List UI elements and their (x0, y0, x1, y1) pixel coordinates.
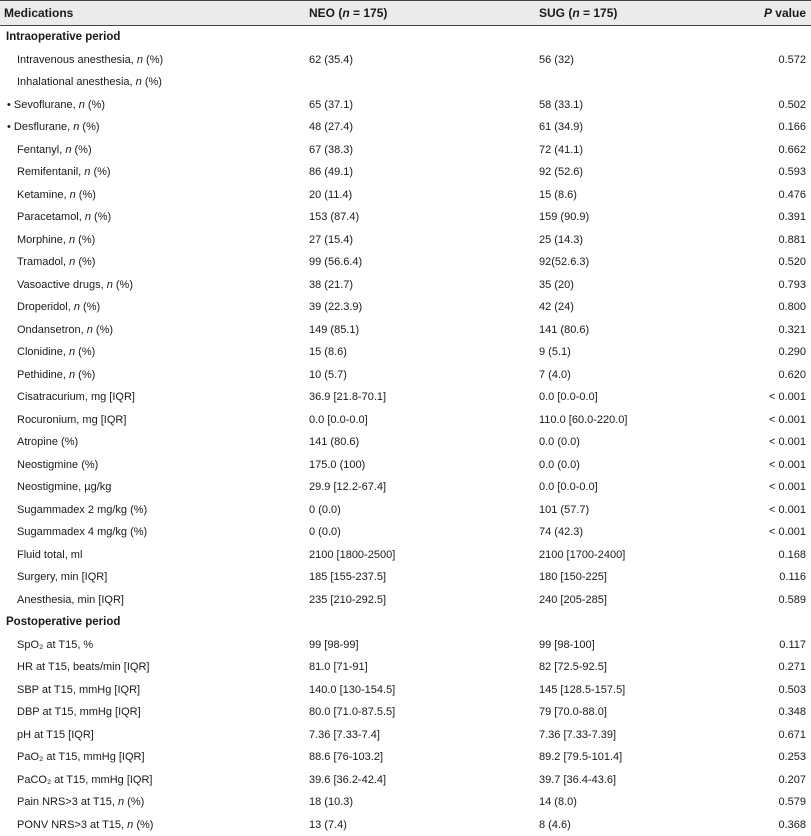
p-value: 0.348 (778, 706, 806, 718)
neo-value: 140.0 [130-154.5] (309, 684, 395, 696)
sug-value: 110.0 [60.0-220.0] (539, 414, 627, 426)
medication-label: Anesthesia, min [IQR] (17, 594, 124, 606)
medication-label: • Sevoflurane, n (%) (7, 99, 105, 111)
sug-value: 39.7 [36.4-43.6] (539, 774, 616, 786)
table-row (0, 139, 811, 162)
table-header (0, 0, 811, 26)
p-value: 0.502 (778, 99, 806, 111)
table-row (0, 791, 811, 814)
medication-label: Morphine, n (%) (17, 234, 95, 246)
table-row (0, 364, 811, 387)
header-p-value: P value (764, 6, 806, 20)
sug-value: 8 (4.6) (539, 819, 571, 831)
sug-value: 159 (90.9) (539, 211, 589, 223)
sug-value: 58 (33.1) (539, 99, 583, 111)
medication-label: PaCO₂ at T15, mmHg [IQR] (17, 774, 153, 786)
neo-value: 39 (22.3.9) (309, 301, 362, 313)
p-value: 0.579 (778, 796, 806, 808)
neo-value: 62 (35.4) (309, 54, 353, 66)
neo-value: 10 (5.7) (309, 369, 347, 381)
neo-value: 99 (56.6.4) (309, 256, 362, 268)
medication-label: Rocuronium, mg [IQR] (17, 414, 126, 426)
neo-value: 48 (27.4) (309, 121, 353, 133)
neo-value: 18 (10.3) (309, 796, 353, 808)
table-row (0, 746, 811, 769)
table-row (0, 634, 811, 657)
table-row (0, 94, 811, 117)
neo-value: 65 (37.1) (309, 99, 353, 111)
sug-value: 101 (57.7) (539, 504, 589, 516)
medication-label: Surgery, min [IQR] (17, 571, 107, 583)
p-value: < 0.001 (769, 414, 806, 426)
p-value: < 0.001 (769, 481, 806, 493)
p-value: < 0.001 (769, 459, 806, 471)
sug-value: 240 [205-285] (539, 594, 607, 606)
neo-value: 2100 [1800-2500] (309, 549, 395, 561)
p-value: < 0.001 (769, 436, 806, 448)
medication-label: Fentanyl, n (%) (17, 144, 92, 156)
neo-value: 27 (15.4) (309, 234, 353, 246)
sug-value: 2100 [1700-2400] (539, 549, 625, 561)
neo-value: 67 (38.3) (309, 144, 353, 156)
medication-label: Neostigmine (%) (17, 459, 98, 471)
neo-value: 7.36 [7.33-7.4] (309, 729, 380, 741)
section-header (0, 26, 811, 49)
neo-value: 38 (21.7) (309, 279, 353, 291)
neo-value: 185 [155-237.5] (309, 571, 386, 583)
medication-label: Pain NRS>3 at T15, n (%) (17, 796, 144, 808)
table-row (0, 386, 811, 409)
p-value: 0.117 (779, 639, 806, 651)
neo-value: 0.0 [0.0-0.0] (309, 414, 368, 426)
table-row (0, 589, 811, 612)
sug-value: 42 (24) (539, 301, 574, 313)
table-row (0, 476, 811, 499)
sug-value: 72 (41.1) (539, 144, 583, 156)
table-row (0, 206, 811, 229)
sug-value: 99 [98-100] (539, 639, 595, 651)
table-row (0, 319, 811, 342)
medication-label: Intravenous anesthesia, n (%) (17, 54, 163, 66)
medication-label: DBP at T15, mmHg [IQR] (17, 706, 141, 718)
p-value: 0.662 (778, 144, 806, 156)
medication-label: Ondansetron, n (%) (17, 324, 113, 336)
sug-value: 15 (8.6) (539, 189, 577, 201)
sug-value: 56 (32) (539, 54, 574, 66)
table-row (0, 229, 811, 252)
neo-value: 39.6 [36.2-42.4] (309, 774, 386, 786)
table-row (0, 161, 811, 184)
neo-value: 29.9 [12.2-67.4] (309, 481, 386, 493)
table-row (0, 49, 811, 72)
medication-label: Pethidine, n (%) (17, 369, 95, 381)
p-value: 0.671 (778, 729, 806, 741)
medication-label: Clonidine, n (%) (17, 346, 95, 358)
medication-label: pH at T15 [IQR] (17, 729, 94, 741)
neo-value: 141 (80.6) (309, 436, 359, 448)
medication-label: Ketamine, n (%) (17, 189, 96, 201)
sug-value: 9 (5.1) (539, 346, 571, 358)
p-value: 0.253 (778, 751, 806, 763)
neo-value: 81.0 [71-91] (309, 661, 368, 673)
sug-value: 74 (42.3) (539, 526, 583, 538)
medication-label: SpO₂ at T15, % (17, 639, 93, 651)
table-row (0, 499, 811, 522)
medication-label: HR at T15, beats/min [IQR] (17, 661, 149, 673)
neo-value: 175.0 (100) (309, 459, 365, 471)
sug-value: 7 (4.0) (539, 369, 571, 381)
medication-label: Fluid total, ml (17, 549, 82, 561)
table-row (0, 184, 811, 207)
neo-value: 86 (49.1) (309, 166, 353, 178)
header-neo: NEO (n = 175) (309, 6, 387, 20)
sug-value: 82 [72.5-92.5] (539, 661, 607, 673)
sug-value: 145 [128.5-157.5] (539, 684, 625, 696)
table-row (0, 341, 811, 364)
sug-value: 0.0 (0.0) (539, 459, 580, 471)
table-row (0, 679, 811, 702)
table-row (0, 296, 811, 319)
p-value: < 0.001 (769, 526, 806, 538)
table-body (0, 26, 811, 836)
medication-label: Remifentanil, n (%) (17, 166, 111, 178)
sug-value: 25 (14.3) (539, 234, 583, 246)
p-value: < 0.001 (769, 391, 806, 403)
sug-value: 89.2 [79.5-101.4] (539, 751, 622, 763)
medication-label: Sugammadex 4 mg/kg (%) (17, 526, 147, 538)
neo-value: 36.9 [21.8-70.1] (309, 391, 386, 403)
medication-label: Vasoactive drugs, n (%) (17, 279, 133, 291)
neo-value: 0 (0.0) (309, 504, 341, 516)
p-value: 0.800 (778, 301, 806, 313)
header-sug: SUG (n = 175) (539, 6, 617, 20)
p-value: 0.793 (778, 279, 806, 291)
p-value: 0.476 (778, 189, 806, 201)
medication-label: PaO₂ at T15, mmHg [IQR] (17, 751, 145, 763)
neo-value: 153 (87.4) (309, 211, 359, 223)
sug-value: 92(52.6.3) (539, 256, 589, 268)
p-value: 0.620 (778, 369, 806, 381)
medication-label: Atropine (%) (17, 436, 78, 448)
table-row (0, 724, 811, 747)
p-value: 0.168 (778, 549, 806, 561)
sug-value: 14 (8.0) (539, 796, 577, 808)
sug-value: 35 (20) (539, 279, 574, 291)
sug-value: 0.0 [0.0-0.0] (539, 481, 598, 493)
neo-value: 15 (8.6) (309, 346, 347, 358)
medication-label: Tramadol, n (%) (17, 256, 95, 268)
p-value: 0.166 (778, 121, 806, 133)
neo-value: 88.6 [76-103.2] (309, 751, 383, 763)
medication-label: Cisatracurium, mg [IQR] (17, 391, 135, 403)
p-value: 0.368 (778, 819, 806, 831)
sug-value: 61 (34.9) (539, 121, 583, 133)
p-value: < 0.001 (769, 504, 806, 516)
sug-value: 79 [70.0-88.0] (539, 706, 607, 718)
section-header (0, 611, 811, 634)
medication-label: Paracetamol, n (%) (17, 211, 111, 223)
sug-value: 141 (80.6) (539, 324, 589, 336)
sug-value: 7.36 [7.33-7.39] (539, 729, 616, 741)
sug-value: 180 [150-225] (539, 571, 607, 583)
p-value: 0.593 (778, 166, 806, 178)
p-value: 0.589 (778, 594, 806, 606)
neo-value: 0 (0.0) (309, 526, 341, 538)
neo-value: 235 [210-292.5] (309, 594, 386, 606)
table-row (0, 701, 811, 724)
p-value: 0.116 (779, 571, 806, 583)
medication-label: • Desflurane, n (%) (7, 121, 100, 133)
medication-label: Inhalational anesthesia, n (%) (17, 76, 162, 88)
p-value: 0.271 (778, 661, 806, 673)
sug-value: 92 (52.6) (539, 166, 583, 178)
medication-label: Neostigmine, µg/kg (17, 481, 111, 493)
table-row (0, 814, 811, 836)
medication-label: PONV NRS>3 at T15, n (%) (17, 819, 153, 831)
table-row (0, 656, 811, 679)
p-value: 0.520 (778, 256, 806, 268)
section-label: Postoperative period (6, 616, 120, 628)
section-label: Intraoperative period (6, 31, 120, 43)
table-row (0, 274, 811, 297)
sug-value: 0.0 (0.0) (539, 436, 580, 448)
neo-value: 13 (7.4) (309, 819, 347, 831)
table-row (0, 431, 811, 454)
neo-value: 99 [98-99] (309, 639, 359, 651)
header-medications: Medications (4, 6, 73, 20)
neo-value: 149 (85.1) (309, 324, 359, 336)
neo-value: 20 (11.4) (309, 189, 352, 201)
table-row (0, 454, 811, 477)
sug-value: 0.0 [0.0-0.0] (539, 391, 598, 403)
medication-label: Droperidol, n (%) (17, 301, 100, 313)
table-row (0, 566, 811, 589)
table-row (0, 71, 811, 94)
table-row (0, 769, 811, 792)
p-value: 0.207 (778, 774, 806, 786)
table-row (0, 544, 811, 567)
table-row (0, 116, 811, 139)
p-value: 0.503 (778, 684, 806, 696)
medication-label: Sugammadex 2 mg/kg (%) (17, 504, 147, 516)
medication-label: SBP at T15, mmHg [IQR] (17, 684, 140, 696)
table-row (0, 409, 811, 432)
table-row (0, 251, 811, 274)
p-value: 0.321 (778, 324, 806, 336)
table-row (0, 521, 811, 544)
p-value: 0.881 (778, 234, 806, 246)
neo-value: 80.0 [71.0-87.5.5] (309, 706, 395, 718)
p-value: 0.391 (778, 211, 806, 223)
p-value: 0.290 (778, 346, 806, 358)
p-value: 0.572 (778, 54, 806, 66)
